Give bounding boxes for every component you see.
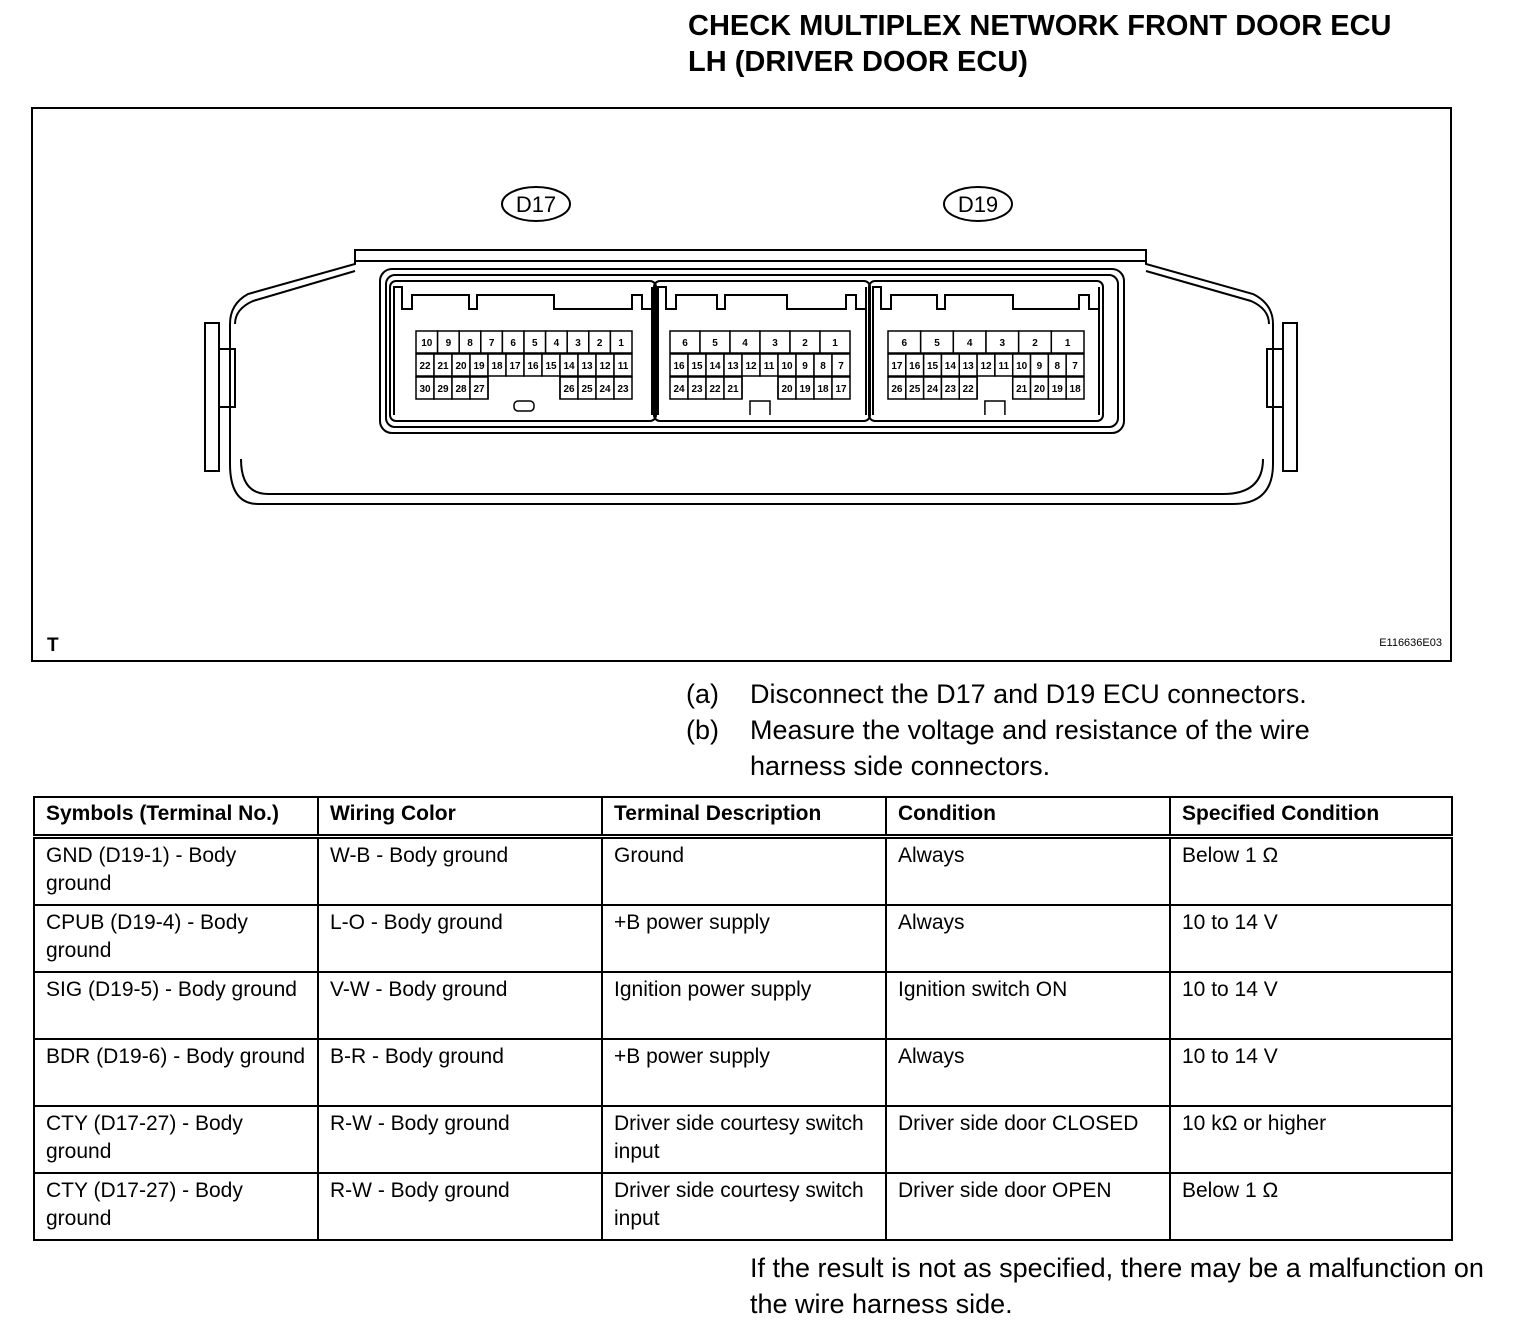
pin-label: 9: [445, 338, 452, 349]
pin-cell: [670, 331, 700, 353]
pin-label: 5: [532, 338, 538, 349]
pin-cell: [906, 354, 924, 376]
pin-cell: [560, 377, 578, 399]
pin-label: 12: [599, 361, 611, 372]
pin-cell: [941, 354, 959, 376]
cell-wiring-color: R-W - Body ground: [318, 1173, 602, 1240]
pin-label: 13: [962, 361, 974, 372]
cell-symbols: CTY (D17-27) - Body ground: [34, 1106, 318, 1173]
pin-label: 27: [473, 384, 485, 395]
pin-cell: [724, 377, 742, 399]
pin-cell: [742, 354, 760, 376]
pin-cell: [452, 377, 470, 399]
header-wiring-color: Wiring Color: [318, 797, 602, 837]
pin-label: 24: [926, 384, 939, 395]
pin-cell: [790, 331, 820, 353]
pin-cell: [470, 354, 488, 376]
pin-cell: [924, 354, 942, 376]
pin-label: 15: [545, 361, 557, 372]
specification-table: [33, 796, 1453, 1241]
pin-label: 25: [909, 384, 921, 395]
pin-cell: [416, 354, 434, 376]
pin-label: 11: [617, 361, 629, 372]
pin-label: 2: [596, 338, 603, 349]
table-row: [34, 972, 1452, 1039]
pin-cell: [610, 331, 632, 353]
pin-label: 2: [1032, 338, 1038, 349]
pin-label: 22: [962, 384, 974, 395]
step-b-text: Measure the voltage and resistance of the wire harness side connectors.: [750, 715, 1310, 781]
pin-label: 3: [772, 338, 778, 349]
pin-label: 3: [575, 338, 581, 349]
pin-cell: [796, 354, 814, 376]
pin-cell: [670, 354, 688, 376]
pin-label: 22: [709, 384, 721, 395]
pin-cell: [589, 331, 611, 353]
pin-label: 23: [944, 384, 956, 395]
cell-condition: Driver side door CLOSED: [886, 1106, 1170, 1173]
pin-cell: [953, 331, 986, 353]
pin-label: 8: [820, 361, 826, 372]
pin-label: 1: [618, 338, 624, 349]
pin-label: 2: [802, 338, 808, 349]
pin-label: 25: [581, 384, 593, 395]
pin-cell: [760, 354, 778, 376]
pin-label: 6: [510, 338, 516, 349]
step-a-label: (a): [686, 679, 719, 709]
callout-d17-label: D17: [515, 192, 557, 217]
pin-label: 8: [1054, 361, 1061, 372]
pin-cell: [1031, 354, 1049, 376]
pin-cell: [1019, 331, 1052, 353]
cell-condition: Always: [886, 1039, 1170, 1106]
pin-label: 29: [437, 384, 449, 395]
pin-label: 3: [999, 338, 1006, 349]
pin-label: 10: [421, 338, 433, 349]
pin-label: 21: [727, 384, 739, 395]
pin-cell: [688, 354, 706, 376]
table-row: [34, 905, 1452, 972]
pin-cell: [578, 377, 596, 399]
pin-label: 16: [527, 361, 539, 372]
pin-cell: [730, 331, 760, 353]
cell-terminal-description: Ignition power supply: [602, 972, 886, 1039]
pin-label: 19: [1051, 384, 1063, 395]
procedure-steps: [686, 676, 1410, 784]
ecu-connector-diagram: [33, 109, 1450, 660]
pin-cell: [1048, 377, 1066, 399]
pin-cell: [706, 377, 724, 399]
pin-label: 7: [488, 338, 495, 349]
pin-cell: [700, 331, 730, 353]
table-row: [34, 1173, 1452, 1240]
connector-block-d17: [390, 281, 656, 421]
pin-cell: [524, 331, 546, 353]
connector-block-d19: [869, 281, 1103, 421]
pin-label: 5: [934, 338, 940, 349]
pin-label: 1: [832, 338, 838, 349]
ecu-housing: [205, 250, 1297, 504]
pin-label: 11: [763, 361, 775, 372]
pin-label: 17: [509, 361, 521, 372]
pin-cell: [452, 354, 470, 376]
cell-wiring-color: B-R - Body ground: [318, 1039, 602, 1106]
cell-symbols: CPUB (D19-4) - Body ground: [34, 905, 318, 972]
pin-cell: [1013, 354, 1031, 376]
pin-label: 21: [437, 361, 449, 372]
pin-cell: [560, 354, 578, 376]
pin-label: 22: [419, 361, 431, 372]
cell-terminal-description: Driver side courtesy switch input: [602, 1173, 886, 1240]
cell-wiring-color: V-W - Body ground: [318, 972, 602, 1039]
cell-specified-condition: Below 1 Ω: [1170, 837, 1452, 906]
pin-label: 13: [581, 361, 593, 372]
pin-label: 23: [617, 384, 629, 395]
pin-cell: [706, 354, 724, 376]
cell-wiring-color: R-W - Body ground: [318, 1106, 602, 1173]
pin-cell: [796, 377, 814, 399]
pin-label: 23: [691, 384, 703, 395]
table-row: [34, 837, 1452, 906]
cell-terminal-description: Ground: [602, 837, 886, 906]
pin-cell: [596, 377, 614, 399]
pin-label: 17: [835, 384, 847, 395]
callout-d19-label: D19: [957, 192, 999, 217]
pin-cell: [488, 354, 506, 376]
pin-cell: [1066, 377, 1084, 399]
pin-label: 21: [1016, 384, 1028, 395]
cell-specified-condition: Below 1 Ω: [1170, 1173, 1452, 1240]
pin-label: 14: [709, 361, 721, 372]
pin-cell: [888, 354, 906, 376]
pin-cell: [814, 377, 832, 399]
pin-label: 16: [909, 361, 921, 372]
pin-label: 5: [712, 338, 718, 349]
table-header-row: [34, 797, 1452, 837]
cell-symbols: CTY (D17-27) - Body ground: [34, 1173, 318, 1240]
pin-label: 18: [817, 384, 829, 395]
pin-label: 18: [491, 361, 503, 372]
pin-label: 26: [891, 384, 903, 395]
pin-label: 10: [1016, 361, 1028, 372]
pin-cell: [888, 331, 921, 353]
pin-cell: [832, 354, 850, 376]
cell-terminal-description: +B power supply: [602, 1039, 886, 1106]
connector-block-d18: [654, 281, 870, 421]
page-title: [688, 8, 1488, 80]
cell-symbols: BDR (D19-6) - Body ground: [34, 1039, 318, 1106]
pin-cell: [1051, 331, 1084, 353]
figure-code: E116636E03: [1379, 637, 1442, 649]
cell-specified-condition: 10 to 14 V: [1170, 1039, 1452, 1106]
pin-label: 8: [467, 338, 473, 349]
cell-condition: Always: [886, 905, 1170, 972]
pin-cell: [778, 354, 796, 376]
pin-cell: [502, 331, 524, 353]
cell-wiring-color: W-B - Body ground: [318, 837, 602, 906]
pin-cell: [832, 377, 850, 399]
pin-label: 9: [802, 361, 808, 372]
pin-cell: [434, 377, 452, 399]
step-a: [686, 676, 1410, 712]
pin-cell: [546, 331, 568, 353]
pin-cell: [481, 331, 503, 353]
pin-cell: [820, 331, 850, 353]
pin-cell: [941, 377, 959, 399]
pin-label: 19: [473, 361, 485, 372]
pin-cell: [1066, 354, 1084, 376]
pin-label: 6: [901, 338, 908, 349]
pin-cell: [888, 377, 906, 399]
pin-cell: [596, 354, 614, 376]
pin-cell: [959, 377, 977, 399]
pin-label: 4: [742, 338, 748, 349]
pin-cell: [434, 354, 452, 376]
pin-label: 16: [673, 361, 685, 372]
pin-cell: [814, 354, 832, 376]
cell-terminal-description: +B power supply: [602, 905, 886, 972]
callout-d17: [502, 187, 570, 221]
pin-label: 20: [455, 361, 467, 372]
cell-condition: Always: [886, 837, 1170, 906]
pin-label: 26: [563, 384, 575, 395]
footer-note: If the result is not as specified, there may be a malfunction on the wire harness side.: [750, 1253, 1484, 1319]
pin-label: 11: [998, 361, 1010, 372]
cell-condition: Driver side door OPEN: [886, 1173, 1170, 1240]
step-b-label: (b): [686, 715, 719, 745]
pin-label: 15: [691, 361, 703, 372]
pin-label: 14: [563, 361, 575, 372]
pin-cell: [506, 354, 524, 376]
step-a-text: Disconnect the D17 and D19 ECU connectors.: [750, 679, 1307, 709]
pin-cell: [614, 354, 632, 376]
pin-cell: [567, 331, 589, 353]
pin-cell: [670, 377, 688, 399]
pin-cell: [578, 354, 596, 376]
pin-cell: [778, 377, 796, 399]
pin-cell: [459, 331, 481, 353]
pin-label: 6: [682, 338, 688, 349]
table-row: [34, 1106, 1452, 1173]
pin-label: 7: [838, 361, 844, 372]
pin-label: 7: [1072, 361, 1078, 372]
pin-cell: [614, 377, 632, 399]
cell-specified-condition: 10 to 14 V: [1170, 972, 1452, 1039]
pin-label: 14: [944, 361, 956, 372]
pin-label: 1: [1064, 338, 1071, 349]
pin-cell: [688, 377, 706, 399]
pin-label: 12: [745, 361, 757, 372]
title-line-2: LH (DRIVER DOOR ECU): [688, 46, 1028, 78]
header-specified-condition: Specified Condition: [1170, 797, 1452, 837]
pin-label: 15: [926, 361, 939, 372]
pin-label: 13: [727, 361, 739, 372]
pin-cell: [977, 354, 995, 376]
connector-figure: [31, 107, 1452, 662]
pin-cell: [1013, 377, 1031, 399]
pin-cell: [959, 354, 977, 376]
pin-cell: [542, 354, 560, 376]
figure-corner-mark: T: [47, 635, 59, 656]
step-b: [686, 712, 1410, 784]
pin-label: 17: [891, 361, 903, 372]
callout-d19: [944, 187, 1012, 221]
pin-label: 28: [455, 384, 467, 395]
pin-label: 30: [419, 384, 431, 395]
pin-label: 12: [980, 361, 992, 372]
pin-cell: [416, 331, 438, 353]
pin-cell: [470, 377, 488, 399]
pin-cell: [1048, 354, 1066, 376]
table-row: [34, 1039, 1452, 1106]
pin-cell: [438, 331, 460, 353]
pin-cell: [416, 377, 434, 399]
pin-label: 24: [599, 384, 611, 395]
lock-key: [750, 401, 770, 415]
pin-label: 18: [1069, 384, 1081, 395]
pin-label: 24: [673, 384, 685, 395]
pin-label: 20: [781, 384, 793, 395]
header-condition: Condition: [886, 797, 1170, 837]
cell-condition: Ignition switch ON: [886, 972, 1170, 1039]
pin-cell: [986, 331, 1019, 353]
pin-label: 4: [966, 338, 973, 349]
pin-label: 9: [1036, 361, 1043, 372]
pin-cell: [760, 331, 790, 353]
pin-cell: [524, 354, 542, 376]
cell-specified-condition: 10 kΩ or higher: [1170, 1106, 1452, 1173]
header-terminal-description: Terminal Description: [602, 797, 886, 837]
cell-wiring-color: L-O - Body ground: [318, 905, 602, 972]
cell-specified-condition: 10 to 14 V: [1170, 905, 1452, 972]
pin-label: 4: [553, 338, 560, 349]
pin-cell: [921, 331, 954, 353]
cell-symbols: SIG (D19-5) - Body ground: [34, 972, 318, 1039]
cell-symbols: GND (D19-1) - Body ground: [34, 837, 318, 906]
pin-label: 20: [1033, 384, 1046, 395]
pin-cell: [995, 354, 1013, 376]
pin-label: 10: [781, 361, 793, 372]
lock-key: [985, 401, 1005, 415]
header-symbols: Symbols (Terminal No.): [34, 797, 318, 837]
pin-label: 19: [799, 384, 811, 395]
pin-cell: [1031, 377, 1049, 399]
pin-cell: [924, 377, 942, 399]
title-line-1: CHECK MULTIPLEX NETWORK FRONT DOOR ECU: [688, 10, 1392, 42]
lock-key: [514, 401, 534, 411]
pin-cell: [724, 354, 742, 376]
cell-terminal-description: Driver side courtesy switch input: [602, 1106, 886, 1173]
pin-cell: [906, 377, 924, 399]
